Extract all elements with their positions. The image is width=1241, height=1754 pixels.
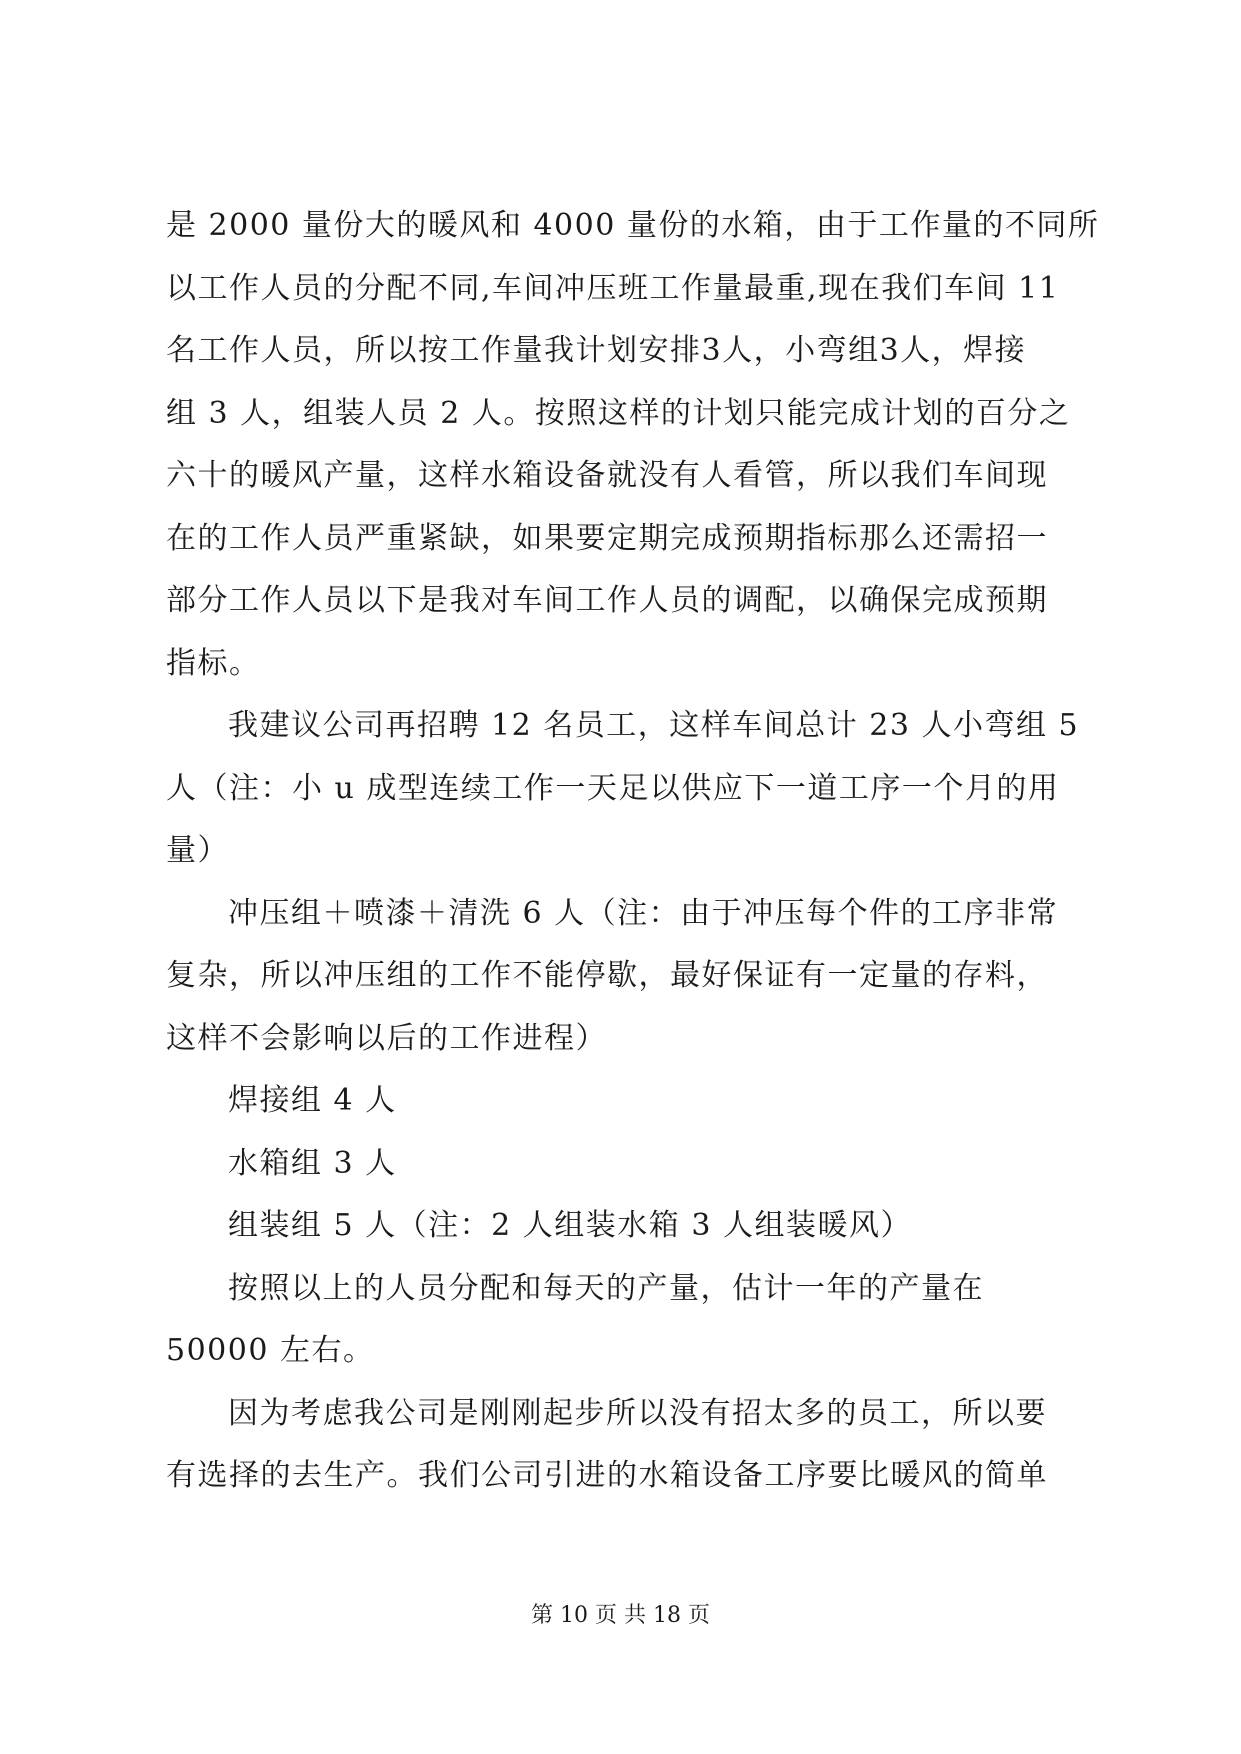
text-line: 按照以上的人员分配和每天的产量，估计一年的产量在 — [228, 1270, 984, 1306]
text-line: 焊接组 4 人 — [228, 1083, 397, 1118]
text-line: 六十的暖风产量，这样水箱设备就没有人看管，所以我们车间现 — [166, 458, 1048, 493]
text-line: 组 3 人，组装人员 2 人。按照这样的计划只能完成计划的百分之 — [166, 395, 1071, 431]
text-line: 以工作人员的分配不同,车间冲压班工作量最重,现在我们车间 11 — [166, 270, 1060, 306]
text-line: 量） — [166, 833, 229, 868]
text-line: 指标。 — [166, 645, 261, 681]
text-line: 冲压组＋喷漆＋清洗 6 人（注：由于冲压每个件的工序非常 — [228, 895, 1059, 931]
text-line: 水箱组 3 人 — [228, 1145, 397, 1181]
text-line: 组装组 5 人（注：2 人组装水箱 3 人组装暖风） — [228, 1208, 912, 1243]
text-line: 人（注：小 u 成型连续工作一天足以供应下一道工序一个月的用 — [166, 770, 1060, 806]
text-line: 50000 左右。 — [166, 1333, 375, 1368]
body-text — [166, 195, 1100, 1508]
text-line: 这样不会影响以后的工作进程） — [166, 1020, 607, 1056]
text-line: 名工作人员，所以按工作量我计划安排3人，小弯组3人，焊接 — [166, 333, 1027, 368]
text-line: 部分工作人员以下是我对车间工作人员的调配，以确保完成预期 — [166, 583, 1048, 618]
text-line: 因为考虑我公司是刚刚起步所以没有招太多的员工，所以要 — [228, 1395, 1047, 1431]
text-line: 是 2000 量份大的暖风和 4000 量份的水箱，由于工作量的不同所 — [166, 208, 1100, 243]
page-number-footer: 第 10 页 共 18 页 — [531, 1603, 710, 1628]
text-line: 有选择的去生产。我们公司引进的水箱设备工序要比暖风的简单 — [166, 1458, 1048, 1493]
text-line: 复杂，所以冲压组的工作不能停歇，最好保证有一定量的存料， — [166, 958, 1048, 993]
text-line: 在的工作人员严重紧缺，如果要定期完成预期指标那么还需招一 — [166, 520, 1048, 556]
text-line: 我建议公司再招聘 12 名员工，这样车间总计 23 人小弯组 5 — [228, 708, 1080, 743]
